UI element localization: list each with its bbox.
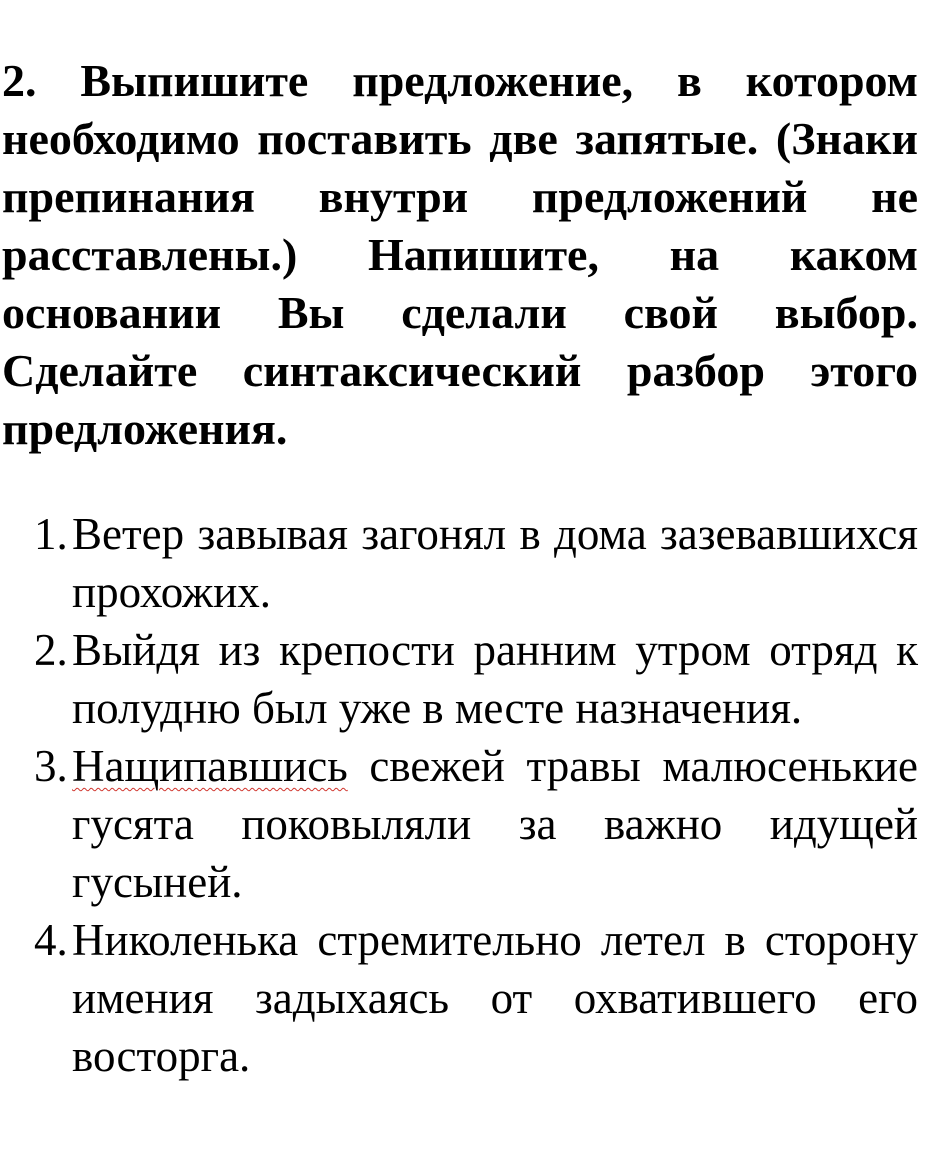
option-number: 3. [34, 741, 68, 791]
option-number: 4. [34, 915, 68, 965]
task-text: Выпишите предложение, в котором необходимо поставить две запятые. (Знаки препинания внутри предложений не расставлены.) Напишите, на каком основании Вы сделали свой выбор. Сделайте синтаксический разбор этого предложения. [2, 55, 919, 454]
option-item-4 [0, 911, 918, 1085]
options-list [0, 505, 918, 1085]
option-text: Ветер завывая загонял в дома зазевавшихся прохожих. [72, 509, 918, 617]
option-number: 1. [34, 509, 68, 559]
task-instruction [2, 52, 918, 458]
spellcheck-flagged-word[interactable]: Нащипавшись [72, 741, 348, 791]
option-text: Выйдя из крепости ранним утром отряд к полудню был уже в месте назначения. [72, 625, 918, 733]
task-number: 2. [2, 55, 37, 106]
option-number: 2. [34, 625, 68, 675]
option-item-1 [0, 505, 918, 621]
option-text: Николенька стремительно летел в сторону имения задыхаясь от охватившего его восторга. [72, 915, 918, 1081]
option-item-2 [0, 621, 918, 737]
option-text: свежей травы малюсенькие гусята поковыляли за важно идущей гусыней. [72, 741, 918, 907]
option-item-3 [0, 737, 918, 911]
